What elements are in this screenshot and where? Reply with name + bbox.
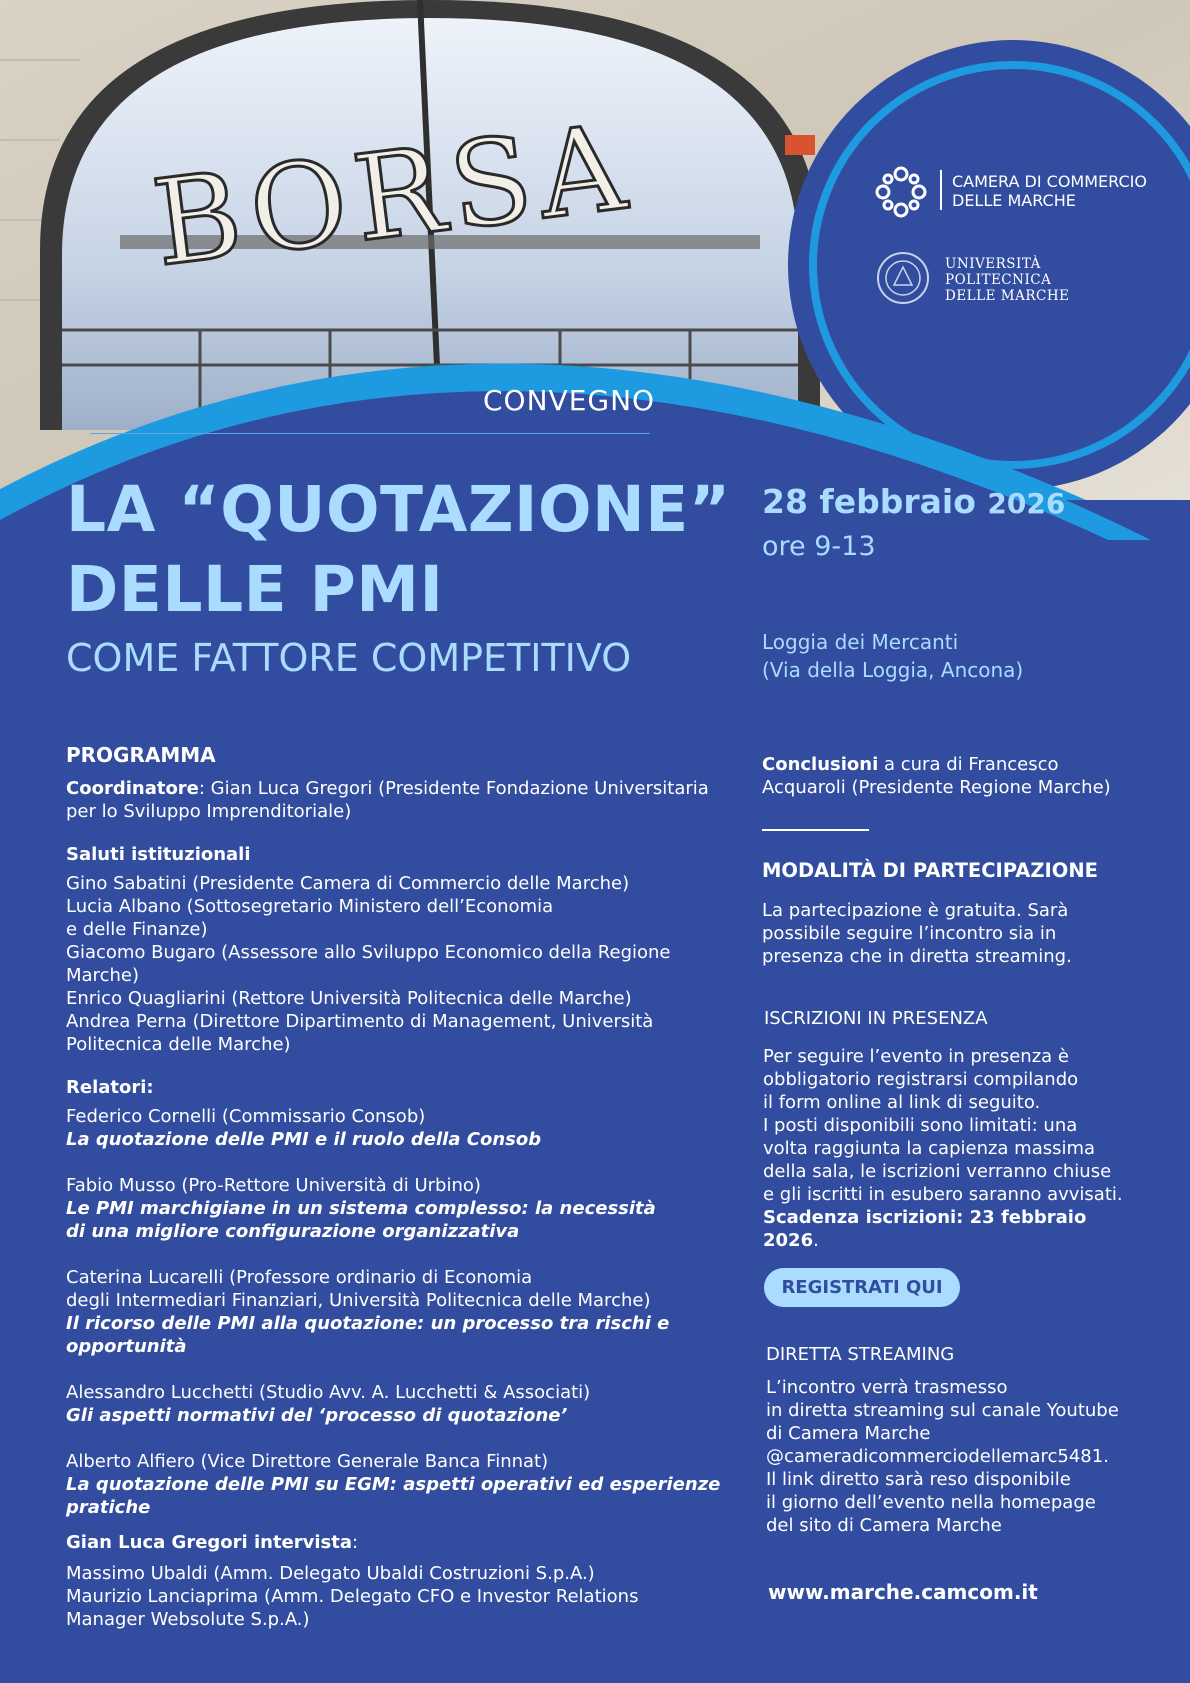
relatori-list bbox=[66, 1105, 726, 1519]
iscrizioni-line: della sala, le iscrizioni verranno chiuse bbox=[763, 1161, 1112, 1182]
intervistato: Maurizio Lanciaprima (Amm. Delegato CFO e Investor Relations bbox=[66, 1586, 639, 1607]
intervistato: Massimo Ubaldi (Amm. Delegato Ubaldi Costruzioni S.p.A.) bbox=[66, 1563, 595, 1584]
sign-light bbox=[785, 135, 815, 155]
intervistati-list bbox=[66, 1562, 726, 1631]
programma-section bbox=[66, 744, 726, 1631]
venue-line1: Loggia dei Mercanti bbox=[762, 630, 959, 654]
scadenza-label: Scadenza iscrizioni: 23 febbraio 2026 bbox=[763, 1207, 1087, 1251]
streaming-heading: DIRETTA STREAMING bbox=[766, 1344, 955, 1365]
univ-line3: DELLE MARCHE bbox=[945, 288, 1070, 304]
scadenza bbox=[763, 1206, 1133, 1252]
event-date bbox=[762, 482, 1065, 521]
iscrizioni-line: volta raggiunta la capienza massima bbox=[763, 1138, 1096, 1159]
camera-commercio-logo-icon bbox=[874, 165, 928, 219]
saluti-line: Andrea Perna (Direttore Dipartimento di Management, Università bbox=[66, 1011, 654, 1032]
relatore-talk: Il ricorso delle PMI alla quotazione: un processo tra rischi e opportunità bbox=[66, 1313, 670, 1357]
modalita-text bbox=[762, 899, 1132, 968]
relatore-talk: Le PMI marchigiane in un sistema complesso: la necessità bbox=[66, 1198, 656, 1219]
relatore-talk: di una migliore configurazione organizzativa bbox=[66, 1221, 520, 1242]
streaming-line: Il link diretto sarà reso disponibile bbox=[766, 1469, 1071, 1490]
intervista-colon: : bbox=[352, 1532, 359, 1553]
event-venue bbox=[762, 628, 1023, 684]
programma-heading: PROGRAMMA bbox=[66, 743, 216, 767]
saluti-line: Enrico Quagliarini (Rettore Università Politecnica delle Marche) bbox=[66, 988, 632, 1009]
iscrizioni-line: Per seguire l’evento in presenza è bbox=[763, 1046, 1069, 1067]
saluti-line: Gino Sabatini (Presidente Camera di Commercio delle Marche) bbox=[66, 873, 630, 894]
relatore-name: Alberto Alfiero (Vice Direttore Generale Banca Finnat) bbox=[66, 1451, 549, 1472]
relatore-talk: La quotazione delle PMI e il ruolo della Consob bbox=[66, 1129, 542, 1150]
register-button[interactable]: REGISTRATI QUI bbox=[764, 1268, 960, 1307]
coordinatore-text: : Gian Luca Gregori (Presidente Fondazione Universitaria per lo Sviluppo Imprenditoriale) bbox=[66, 778, 709, 822]
event-title bbox=[66, 470, 731, 630]
relatore-name: Fabio Musso (Pro-Rettore Università di Urbino) bbox=[66, 1175, 481, 1196]
camera-commercio-logo bbox=[952, 172, 1147, 210]
conclusioni-text: a cura di Francesco Acquaroli (Presidente Regione Marche) bbox=[762, 754, 1111, 798]
title-line1: LA “QUOTAZIONE” bbox=[66, 473, 731, 546]
relatore-name: Alessandro Lucchetti (Studio Avv. A. Lucchetti & Associati) bbox=[66, 1382, 591, 1403]
camera-line1: CAMERA DI COMMERCIO bbox=[952, 172, 1147, 191]
event-time: ore 9-13 bbox=[762, 531, 876, 562]
intervistato: Manager Websolute S.p.A.) bbox=[66, 1609, 310, 1630]
streaming-text bbox=[766, 1376, 1136, 1537]
event-kind: CONVEGNO bbox=[483, 384, 656, 417]
relatori-heading: Relatori: bbox=[66, 1077, 154, 1098]
section-divider bbox=[762, 829, 869, 831]
relatore-talk: Gli aspetti normativi del ‘processo di quotazione’ bbox=[66, 1405, 568, 1426]
modalita-line: presenza che in diretta streaming. bbox=[762, 946, 1072, 967]
streaming-line: in diretta streaming sul canale Youtube bbox=[766, 1400, 1119, 1421]
relatore bbox=[66, 1381, 726, 1427]
saluti-line: e delle Finanze) bbox=[66, 919, 208, 940]
relatore bbox=[66, 1174, 726, 1243]
streaming-line: del sito di Camera Marche bbox=[766, 1515, 1002, 1536]
univ-line2: POLITECNICA bbox=[945, 272, 1052, 288]
relatore-name: degli Intermediari Finanziari, Università Politecnica delle Marche) bbox=[66, 1290, 651, 1311]
website-link[interactable]: www.marche.camcom.it bbox=[768, 1580, 1038, 1604]
saluti-line: Giacomo Bugaro (Assessore allo Sviluppo Economico della Regione bbox=[66, 942, 671, 963]
saluti-line: Marche) bbox=[66, 965, 139, 986]
iscrizioni-line: e gli iscritti in esubero saranno avvisati. bbox=[763, 1184, 1123, 1205]
date-year: 2026 bbox=[987, 487, 1066, 520]
saluti-line: Lucia Albano (Sottosegretario Ministero dell’Economia bbox=[66, 896, 554, 917]
modalita-line: possibile seguire l’incontro sia in bbox=[762, 923, 1057, 944]
scadenza-dot: . bbox=[813, 1230, 819, 1251]
logo-divider bbox=[940, 170, 942, 210]
camera-line2: DELLE MARCHE bbox=[952, 191, 1076, 210]
date-day: 28 febbraio bbox=[762, 482, 976, 521]
relatore bbox=[66, 1266, 726, 1358]
relatore-name: Federico Cornelli (Commissario Consob) bbox=[66, 1106, 426, 1127]
univ-line1: UNIVERSITÀ bbox=[945, 256, 1041, 272]
intervista-label: Gian Luca Gregori intervista bbox=[66, 1532, 353, 1553]
conclusioni-label: Conclusioni bbox=[762, 754, 879, 775]
iscrizioni-line: I posti disponibili sono limitati: una bbox=[763, 1115, 1078, 1136]
iscrizioni-text bbox=[763, 1045, 1133, 1252]
venue-line2: (Via della Loggia, Ancona) bbox=[762, 658, 1024, 682]
streaming-line: il giorno dell’evento nella homepage bbox=[766, 1492, 1096, 1513]
title-divider bbox=[90, 433, 650, 434]
conclusioni bbox=[762, 753, 1122, 799]
intervista-heading bbox=[66, 1531, 726, 1554]
saluti-line: Politecnica delle Marche) bbox=[66, 1034, 291, 1055]
coordinatore-label: Coordinatore bbox=[66, 778, 199, 799]
iscrizioni-line: obbligatorio registrarsi compilando bbox=[763, 1069, 1079, 1090]
relatore bbox=[66, 1450, 726, 1519]
iscrizioni-line: il form online al link di seguito. bbox=[763, 1092, 1041, 1113]
coordinatore bbox=[66, 777, 726, 823]
modalita-line: La partecipazione è gratuita. Sarà bbox=[762, 900, 1069, 921]
relatore bbox=[66, 1105, 726, 1151]
saluti-heading: Saluti istituzionali bbox=[66, 844, 251, 865]
university-logo bbox=[945, 256, 1069, 304]
saluti-list bbox=[66, 872, 726, 1056]
streaming-line: di Camera Marche bbox=[766, 1423, 931, 1444]
streaming-line: @cameradicommerciodellemarc5481. bbox=[766, 1446, 1109, 1467]
university-seal-icon bbox=[876, 251, 930, 305]
relatore-name: Caterina Lucarelli (Professore ordinario di Economia bbox=[66, 1267, 533, 1288]
iscrizioni-heading: ISCRIZIONI IN PRESENZA bbox=[764, 1008, 988, 1029]
event-subtitle: COME FATTORE COMPETITIVO bbox=[66, 636, 632, 680]
modalita-heading: MODALITÀ DI PARTECIPAZIONE bbox=[762, 859, 1098, 882]
borsa-sign: BORSA bbox=[146, 97, 640, 293]
title-line2: DELLE PMI bbox=[66, 553, 444, 626]
relatore-talk: La quotazione delle PMI su EGM: aspetti operativi ed esperienze pratiche bbox=[66, 1474, 721, 1518]
streaming-line: L’incontro verrà trasmesso bbox=[766, 1377, 1008, 1398]
